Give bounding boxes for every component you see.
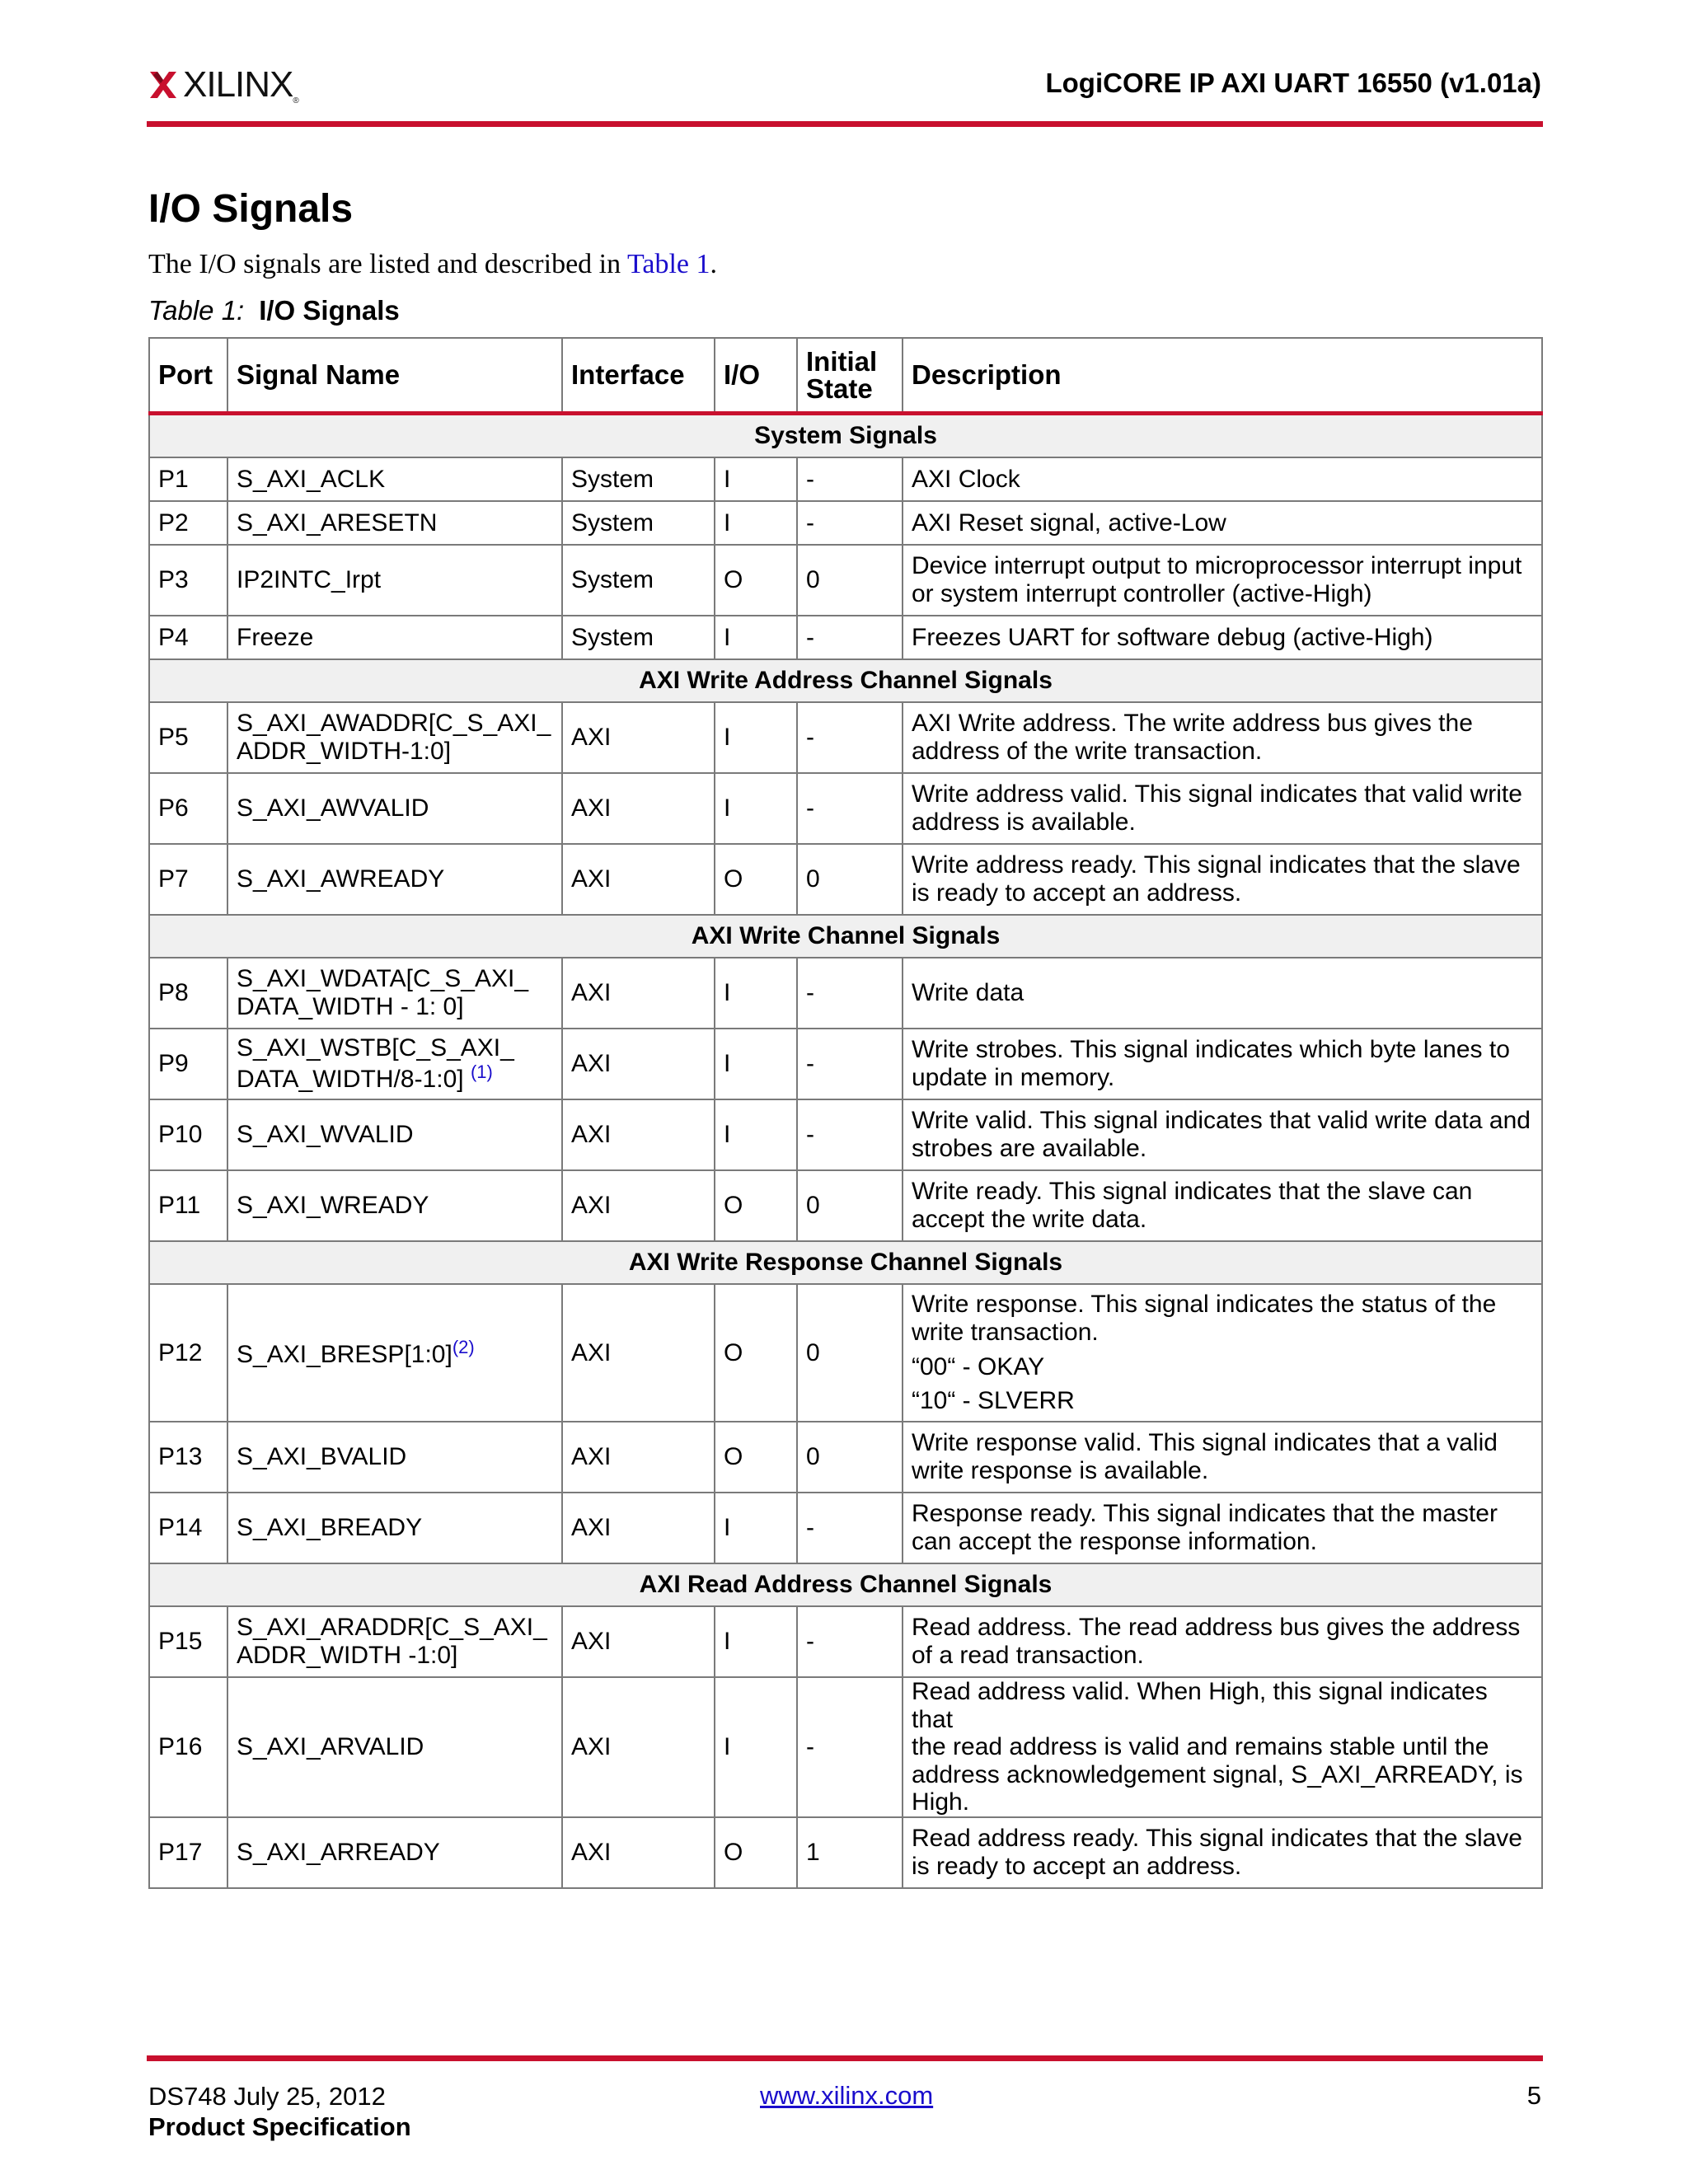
- header-io: I/O: [715, 338, 797, 414]
- intro-paragraph: The I/O signals are listed and described in Table 1.: [148, 249, 718, 279]
- table-row: P10 S_AXI_WVALID AXI I - Write valid. This signal indicates that valid write data and strobes are available.: [149, 1099, 1542, 1170]
- table-row: P1 S_AXI_ACLK System I - AXI Clock: [149, 457, 1542, 501]
- footer-rule: [147, 2055, 1543, 2061]
- page-header: [148, 64, 1541, 105]
- xilinx-mark-icon: [148, 68, 178, 101]
- xilinx-website-link[interactable]: www.xilinx.com: [760, 2081, 934, 2110]
- table-row: P17 S_AXI_ARREADY AXI O 1 Read address ready. This signal indicates that the slave is ready to accept an address.: [149, 1817, 1542, 1888]
- header-rule: [147, 121, 1543, 127]
- description-cell: AXI Write address. The write address bus gives the address of the write transaction.: [903, 702, 1542, 773]
- xilinx-logo: [148, 64, 298, 105]
- doc-type: Product Specification: [148, 2112, 411, 2142]
- description-cell: Write address valid. This signal indicates that valid write address is available.: [903, 773, 1542, 844]
- table-row: P13 S_AXI_BVALID AXI O 0 Write response valid. This signal indicates that a valid write response is available.: [149, 1422, 1542, 1493]
- group-row: AXI Write Address Channel Signals: [149, 659, 1542, 702]
- page-number: 5: [1526, 2081, 1541, 2110]
- table-row: P2 S_AXI_ARESETN System I - AXI Reset signal, active-Low: [149, 501, 1542, 545]
- table-row: P5 S_AXI_AWADDR[C_S_AXI_ ADDR_WIDTH-1:0] AXI I - AXI Write address. The write address bus gives the address of the write transaction.: [149, 702, 1542, 773]
- table-header-row: [149, 338, 1542, 414]
- group-row: System Signals: [149, 414, 1542, 458]
- table-row: P3 IP2INTC_Irpt System O 0 Device interrupt output to microprocessor interrupt input or system interrupt controller (active-High): [149, 545, 1542, 616]
- signal-cell: S_AXI_ARADDR[C_S_AXI_ ADDR_WIDTH -1:0]: [227, 1606, 562, 1677]
- description-cell: Read address ready. This signal indicates that the slave is ready to accept an address.: [903, 1817, 1542, 1888]
- section-heading: I/O Signals: [148, 187, 354, 231]
- table-row: P4 Freeze System I - Freezes UART for software debug (active-High): [149, 616, 1542, 659]
- footnote-1-link[interactable]: (1): [470, 1062, 493, 1082]
- description-cell: Read address. The read address bus gives the address of a read transaction.: [903, 1606, 1542, 1677]
- table-row: P14 S_AXI_BREADY AXI I - Response ready. This signal indicates that the master can accept the response information.: [149, 1493, 1542, 1563]
- group-row: AXI Write Channel Signals: [149, 915, 1542, 958]
- table-row: P8 S_AXI_WDATA[C_S_AXI_ DATA_WIDTH - 1: 0] AXI I - Write data: [149, 958, 1542, 1029]
- signal-cell: S_AXI_AWADDR[C_S_AXI_ ADDR_WIDTH-1:0]: [227, 702, 562, 773]
- description-cell: Read address valid. When High, this signal indicates that the read address is valid and remains stable until the address acknowledgement signal, S_AXI_ARREADY, is High.: [903, 1677, 1542, 1817]
- logo-text: XILINX®: [183, 64, 298, 105]
- table-row: P9 S_AXI_WSTB[C_S_AXI_ DATA_WIDTH/8-1:0] $^{(1)}$ AXI I - Write strobes. This signal indicates which byte lanes to update in memory.: [149, 1029, 1542, 1099]
- description-cell: Write response valid. This signal indicates that a valid write response is available.: [903, 1422, 1542, 1493]
- table-caption: Table 1: I/O Signals: [148, 295, 400, 326]
- header-description: Description: [903, 338, 1542, 414]
- description-cell: Write address ready. This signal indicates that the slave is ready to accept an address.: [903, 844, 1542, 915]
- description-cell: Write valid. This signal indicates that valid write data and strobes are available.: [903, 1099, 1542, 1170]
- description-cell: Response ready. This signal indicates that the master can accept the response information.: [903, 1493, 1542, 1563]
- table-row: P15 S_AXI_ARADDR[C_S_AXI_ ADDR_WIDTH -1:0] AXI I - Read address. The read address bus gives the address of a read transaction.: [149, 1606, 1542, 1677]
- footnote-2-link[interactable]: (2): [452, 1336, 475, 1357]
- table-row: P11 S_AXI_WREADY AXI O 0 Write ready. This signal indicates that the slave can accept the write data.: [149, 1170, 1542, 1241]
- table-row: P7 S_AXI_AWREADY AXI O 0 Write address ready. This signal indicates that the slave is ready to accept an address.: [149, 844, 1542, 915]
- table-row: P6 S_AXI_AWVALID AXI I - Write address valid. This signal indicates that valid write address is available.: [149, 773, 1542, 844]
- document-title: LogiCORE IP AXI UART 16550 (v1.01a): [1045, 68, 1541, 98]
- signal-cell: S_AXI_WDATA[C_S_AXI_ DATA_WIDTH - 1: 0]: [227, 958, 562, 1029]
- table-row: P12 S_AXI_BRESP[1:0]$^{(2)}$ AXI O 0 Write response. This signal indicates the status of the write transaction. “00“ - OKAY “10“ - SLVERR: [149, 1284, 1542, 1422]
- header-interface: Interface: [562, 338, 715, 414]
- group-row: AXI Write Response Channel Signals: [149, 1241, 1542, 1284]
- table-1-link[interactable]: Table 1: [627, 249, 710, 279]
- signal-cell: S_AXI_WSTB[C_S_AXI_ DATA_WIDTH/8-1:0] $^{(1)}$: [227, 1029, 562, 1099]
- table-row: P16 S_AXI_ARVALID AXI I - Read address valid. When High, this signal indicates that the read address is valid and remains stable until the address acknowledgement signal, S_AXI_ARREADY, is High.: [149, 1677, 1542, 1817]
- header-initial-state: Initial State: [797, 338, 903, 414]
- header-signal-name: Signal Name: [227, 338, 562, 414]
- description-cell: Device interrupt output to microprocessor interrupt input or system interrupt controller (active-High): [903, 545, 1542, 616]
- signal-cell: S_AXI_BRESP[1:0]$^{(2)}$: [227, 1284, 562, 1422]
- description-cell: Write strobes. This signal indicates which byte lanes to update in memory.: [903, 1029, 1542, 1099]
- description-cell: Write response. This signal indicates the status of the write transaction. “00“ - OKAY “10“ - SLVERR: [903, 1284, 1542, 1422]
- header-port: Port: [149, 338, 227, 414]
- description-cell: Write ready. This signal indicates that the slave can accept the write data.: [903, 1170, 1542, 1241]
- group-row: AXI Read Address Channel Signals: [149, 1563, 1542, 1606]
- footer-doc-info: [148, 2081, 411, 2142]
- doc-id: DS748 July 25, 2012: [148, 2082, 386, 2111]
- io-signals-table: [148, 337, 1543, 1889]
